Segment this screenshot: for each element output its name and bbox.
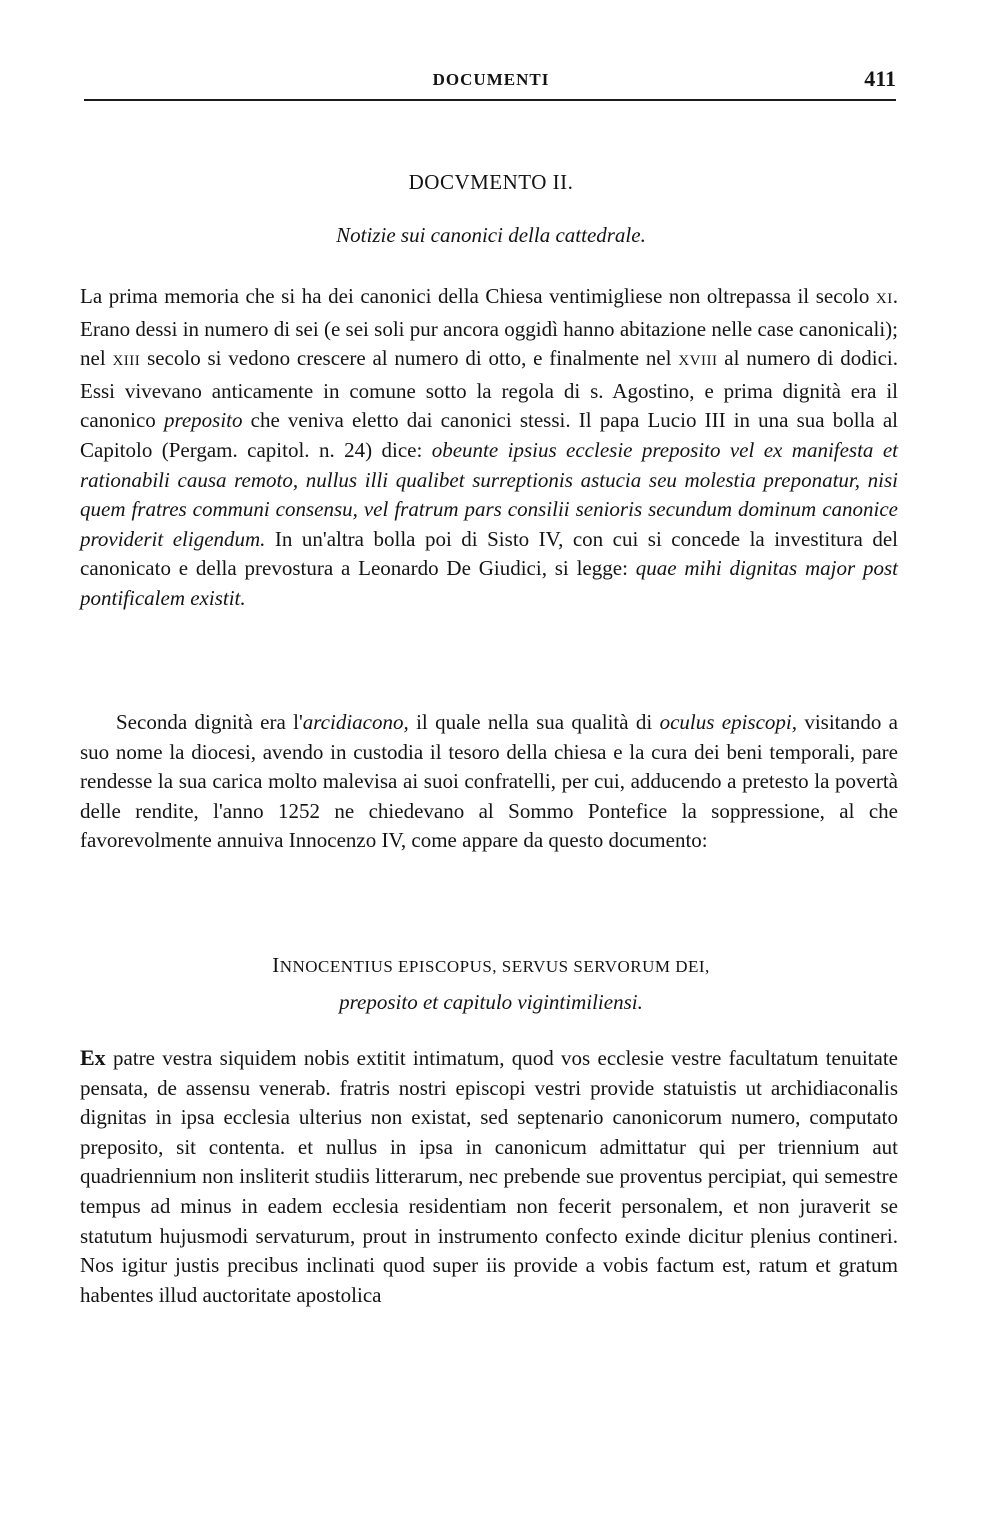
- century-numeral: XVIII: [678, 353, 718, 370]
- text-run: Seconda dignità era l': [116, 710, 303, 734]
- text-run: La prima memoria che si ha dei canonici della Chiesa ventimigliese non oltrepassa il secolo: [80, 284, 876, 308]
- text-run: il quale nella sua qualità di: [408, 710, 660, 734]
- century-numeral: XI: [875, 291, 893, 307]
- papal-bull-title: INNOCENTIUS EPISCOPUS, SERVUS SERVORUM DEI,: [272, 953, 710, 977]
- paragraph-archdeacon: [80, 708, 898, 856]
- text-run: . Erano dessi in numero di sei (e sei soli pur ancora oggidì hanno abitazione nelle case canonicali); nel: [80, 284, 898, 371]
- text-run: al numero di dodici. Essi vivevano anticamente in comune sotto la regola di s. Agostino, e prima dignità era il canonico: [80, 346, 898, 433]
- latin-quotation: obeunte ipsius ecclesie preposito vel ex manifesta et rationabili causa remoto, nullus illi qualibet surreptionis astucia seu molestia preponatur, nisi quem fratres communi consensu, vel fratrum pars consilii senioris secundum dominum canonice providerit eligendum.: [80, 437, 898, 551]
- century-numeral: XIII: [112, 353, 141, 370]
- papal-bull-text: [80, 1043, 898, 1310]
- page-number: 411: [864, 66, 896, 91]
- italic-term: oculus episcopi,: [659, 710, 797, 734]
- text-run: che veniva eletto dai canonici stessi. Il papa Lucio III in una sua bolla al Capitolo (Pergam. capitol. n. 24) dice:: [80, 408, 899, 462]
- initial-word: Ex: [80, 1045, 106, 1070]
- document-subtitle: Notizie sui canonici della cattedrale.: [336, 223, 646, 247]
- page-header: [82, 64, 900, 98]
- text-run: visitando a suo nome la diocesi, avendo in custodia il tesoro della chiesa e la cura dei beni temporali, pare rendesse la sua carica molto malevisa ai suoi confratelli, per cui, adducendo a pretesto la povertà delle rendite, l'anno 1252 ne chiedevano al Sommo Pontefice la soppressione, al che favorevolmente annuiva Innocenzo IV, come appare da questo documento:: [80, 710, 898, 853]
- text-run: secolo si vedono crescere al numero di otto, e finalmente nel: [140, 346, 679, 371]
- papal-bull-addressee: preposito et capitulo vigintimiliensi.: [339, 990, 643, 1014]
- italic-term: arcidiacono,: [302, 710, 409, 734]
- text-run: In un'altra bolla poi di Sisto IV, con cui si concede la investitura del canonicato e della prevostura a Leonardo De Giudici, si legge:: [80, 526, 899, 581]
- paragraph-canons-history: [80, 282, 898, 614]
- italic-term: preposito: [163, 408, 243, 433]
- header-rule: [84, 99, 896, 101]
- latin-quotation: quae mihi dignitas major post pontificalem existit.: [80, 556, 898, 610]
- text-run: patre vestra siquidem nobis extitit intimatum, quod vos ecclesie vestre facultatum tenuitate pensata, de assensu venerab. fratris nostri episcopi vestri provide statuistis ut archidiaconalis dignitas in ipsa ecclesia ulterius non existat, sed septenario canonicorum numero, computato preposito, sit contenta. et nullus in ipsa in canonicum admittatur qui per triennium aut quadriennium non insliterit studiis litterarum, nec prebende sue proventus percipiat, qui semestre tempus ad minus in eadem ecclesia residentiam non fecerit personalem, et non juraverit se statutum hujusmodi servaturum, prout in instrumento confecto exinde dicitur plenius contineri. Nos igitur justis precibus inclinati quod super iis provide a vobis factum est, ratum et gratum habentes illud auctoritate apostolica: [80, 1046, 898, 1307]
- document-title: DOCVMENTO II.: [408, 170, 574, 194]
- running-head: DOCUMENTI: [432, 70, 550, 89]
